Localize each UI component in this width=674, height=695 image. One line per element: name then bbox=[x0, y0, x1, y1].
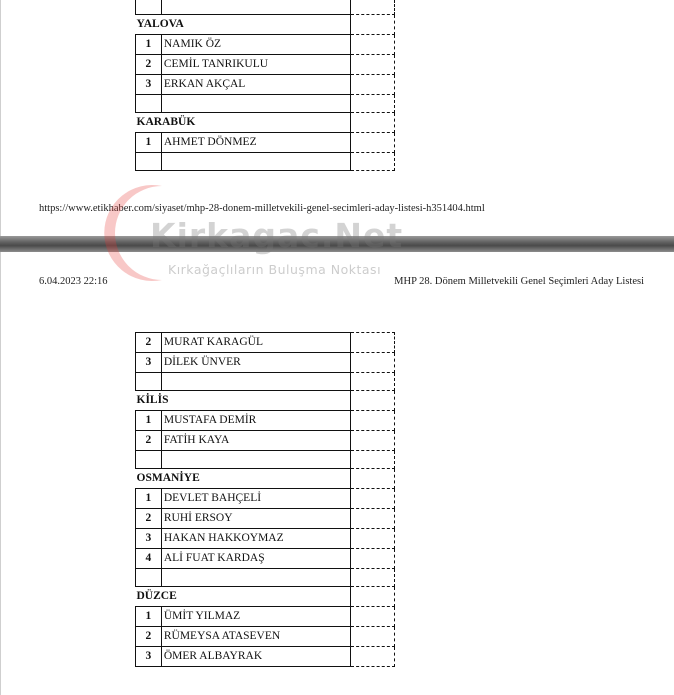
candidate-number: 3 bbox=[136, 74, 162, 94]
watermark-title: Kirkagac.Net bbox=[150, 216, 404, 255]
candidate-name: RÜMEYSA ATASEVEN bbox=[161, 627, 350, 647]
candidate-name: HAKAN HAKKOYMAZ bbox=[161, 529, 350, 549]
table-row bbox=[136, 509, 395, 529]
table-row bbox=[136, 353, 395, 373]
candidate-name: DEVLET BAHÇELİ bbox=[161, 489, 350, 509]
table-row bbox=[136, 373, 395, 391]
table-row bbox=[136, 34, 395, 54]
page-header-title: MHP 28. Dönem Milletvekili Genel Seçimleri Aday Listesi bbox=[394, 276, 644, 287]
province-row-karabuk bbox=[136, 112, 395, 132]
candidate-name: CEMİL TANRIKULU bbox=[161, 54, 350, 74]
candidate-number: 3 bbox=[136, 647, 162, 667]
province-row-duzce bbox=[136, 587, 395, 607]
pdf-page-2 bbox=[0, 252, 674, 695]
table-row bbox=[136, 489, 395, 509]
candidate-name: ÖMER ALBAYRAK bbox=[161, 647, 350, 667]
candidate-name: ERKAN AKÇAL bbox=[161, 74, 350, 94]
candidate-name: DİLEK ÜNVER bbox=[161, 353, 350, 373]
table-row bbox=[136, 54, 395, 74]
page-header-date: 6.04.2023 22:16 bbox=[39, 276, 108, 287]
candidate-table-page-1 bbox=[135, 0, 395, 171]
candidate-number: 1 bbox=[136, 607, 162, 627]
province-name: OSMANİYE bbox=[136, 469, 351, 489]
candidate-number: 1 bbox=[136, 411, 162, 431]
table-row bbox=[136, 627, 395, 647]
candidate-number: 2 bbox=[136, 54, 162, 74]
province-row-kilis bbox=[136, 391, 395, 411]
province-name: KARABÜK bbox=[136, 112, 351, 132]
table-row bbox=[136, 607, 395, 627]
candidate-number: 2 bbox=[136, 333, 162, 353]
candidate-number: 2 bbox=[136, 431, 162, 451]
table-row bbox=[136, 451, 395, 469]
table-row bbox=[136, 431, 395, 451]
table-row bbox=[136, 529, 395, 549]
candidate-number: 1 bbox=[136, 132, 162, 152]
candidate-table-page-2 bbox=[135, 332, 395, 667]
province-name: YALOVA bbox=[136, 14, 351, 34]
candidate-name: MUSTAFA DEMİR bbox=[161, 411, 350, 431]
candidate-name: ÜMİT YILMAZ bbox=[161, 607, 350, 627]
candidate-name: MURAT KARAGÜL bbox=[161, 333, 350, 353]
candidate-number: 2 bbox=[136, 627, 162, 647]
pdf-page-1 bbox=[0, 0, 674, 236]
candidate-name: RUHİ ERSOY bbox=[161, 509, 350, 529]
watermark-subtitle: Kırkağaçlıların Buluşma Noktası bbox=[168, 262, 382, 277]
province-name: DÜZCE bbox=[136, 587, 351, 607]
candidate-number: 2 bbox=[136, 509, 162, 529]
table-row bbox=[136, 647, 395, 667]
table-row bbox=[136, 74, 395, 94]
candidate-number: 1 bbox=[136, 34, 162, 54]
page-divider bbox=[0, 236, 674, 252]
candidate-name: AHMET DÖNMEZ bbox=[161, 132, 350, 152]
table-row bbox=[136, 132, 395, 152]
candidate-number: 1 bbox=[136, 489, 162, 509]
page-footer-url: https://www.etikhaber.com/siyaset/mhp-28-donem-milletvekili-genel-secimleri-aday-listesi-h351404.html bbox=[39, 203, 485, 214]
province-row-yalova bbox=[136, 14, 395, 34]
table-row bbox=[136, 569, 395, 587]
province-row-osmaniye bbox=[136, 469, 395, 489]
table-row bbox=[136, 152, 395, 170]
candidate-name: ALİ FUAT KARDAŞ bbox=[161, 549, 350, 569]
candidate-number: 4 bbox=[136, 549, 162, 569]
candidate-number: 3 bbox=[136, 529, 162, 549]
table-row bbox=[136, 0, 395, 14]
candidate-name: FATİH KAYA bbox=[161, 431, 350, 451]
table-row bbox=[136, 333, 395, 353]
province-name: KİLİS bbox=[136, 391, 351, 411]
table-row bbox=[136, 411, 395, 431]
table-row bbox=[136, 94, 395, 112]
table-row bbox=[136, 549, 395, 569]
candidate-name: NAMIK ÖZ bbox=[161, 34, 350, 54]
candidate-number: 3 bbox=[136, 353, 162, 373]
